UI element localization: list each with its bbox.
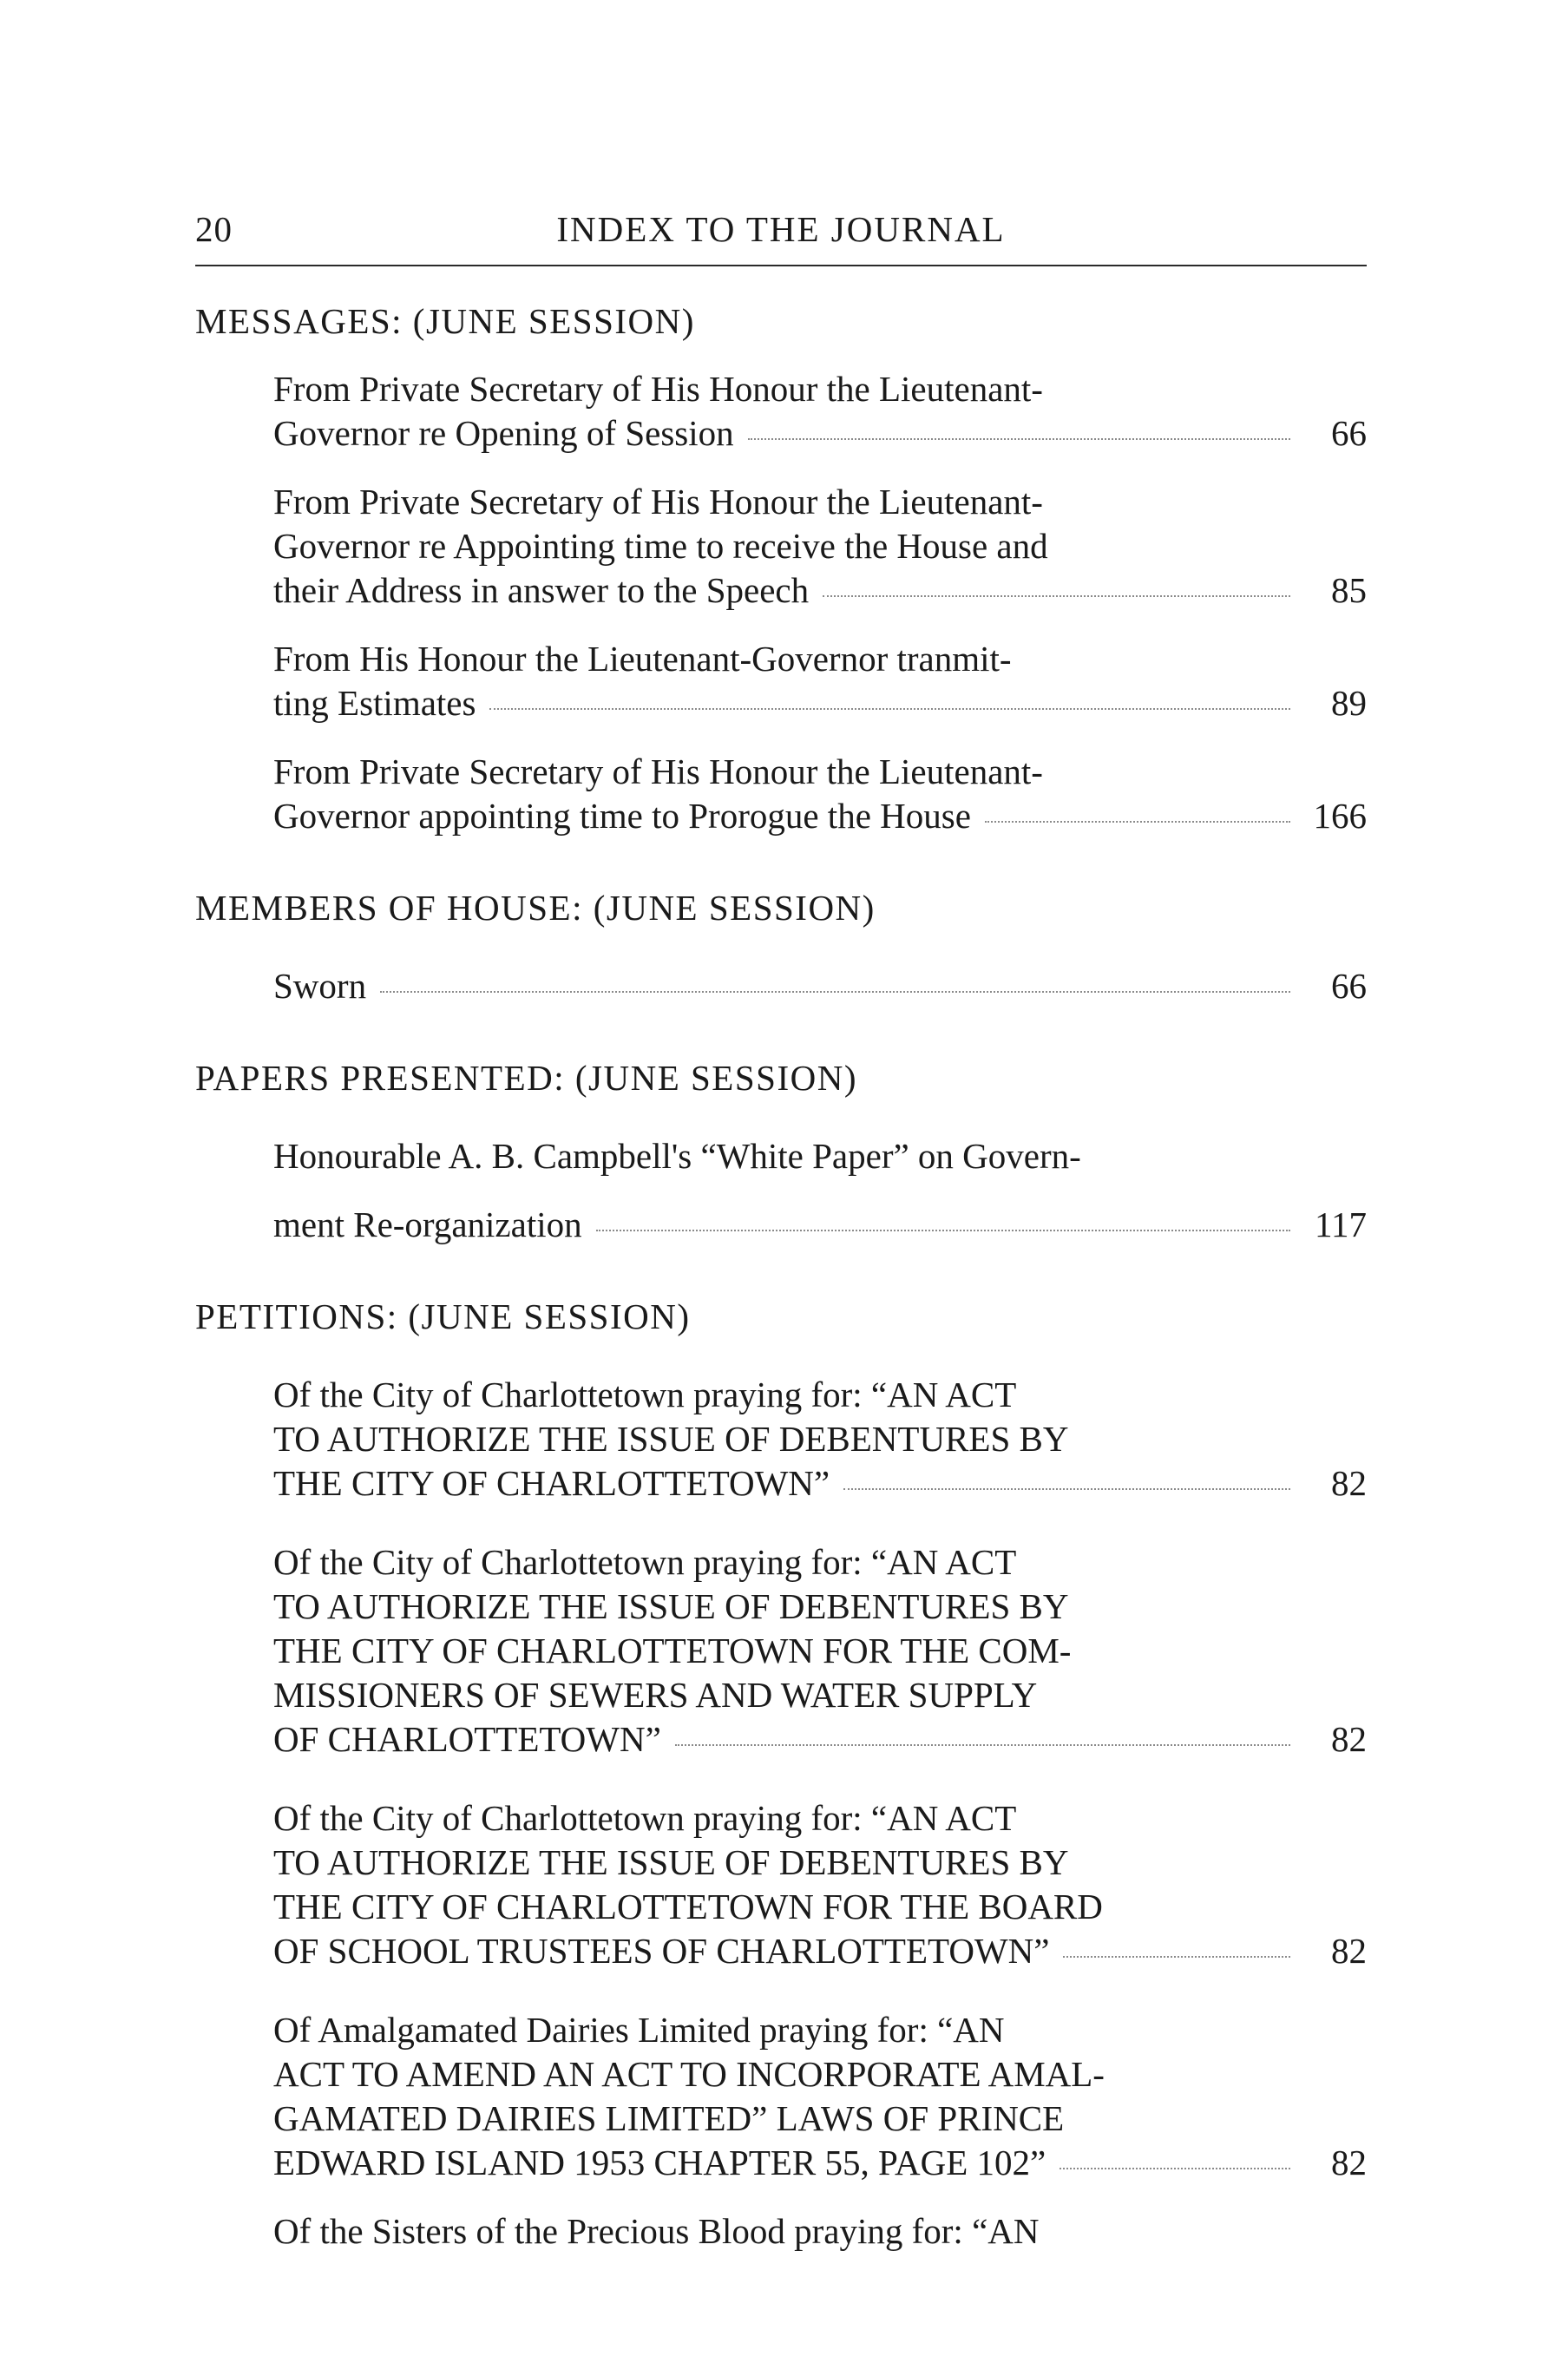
entry-line: THE CITY OF CHARLOTTETOWN FOR THE BOARD	[273, 1887, 1103, 1926]
page-reference: 82	[1331, 1931, 1367, 1971]
page-reference: 89	[1331, 683, 1367, 723]
dot-leader	[380, 991, 1290, 993]
dot-leader	[1063, 1956, 1290, 1958]
page-reference: 82	[1331, 1463, 1367, 1503]
index-entry	[273, 1373, 1445, 1506]
entry-last-line	[273, 1461, 1367, 1506]
entry-last-line	[273, 1929, 1367, 1973]
entry-line: Of the Sisters of the Precious Blood praying for: “AN	[273, 2211, 1040, 2251]
entry-line: From Private Secretary of His Honour the Lieutenant-	[273, 751, 1043, 791]
section-heading-messages: MESSAGES: (JUNE SESSION)	[195, 301, 695, 341]
entry-line: Of the City of Charlottetown praying for: “AN ACT	[273, 1542, 1017, 1582]
entry-last-text: ment Re-organization	[273, 1204, 582, 1244]
entry-last-text: Governor re Opening of Session	[273, 413, 734, 453]
page-reference: 66	[1331, 413, 1367, 453]
entry-last-line	[273, 568, 1367, 613]
dot-leader	[596, 1230, 1290, 1231]
dot-leader	[1060, 2168, 1290, 2169]
page-reference: 117	[1315, 1204, 1367, 1244]
page-reference: 166	[1313, 796, 1367, 836]
page-reference: 82	[1331, 1719, 1367, 1759]
index-entry	[273, 367, 1445, 456]
entry-last-text: Governor appointing time to Prorogue the House	[273, 796, 971, 836]
page-reference: 66	[1331, 966, 1367, 1006]
dot-leader	[748, 438, 1290, 440]
entry-last-line	[273, 1717, 1367, 1762]
entry-last-text: Sworn	[273, 966, 367, 1006]
entry-line: From His Honour the Lieutenant-Governor tranmit-	[273, 639, 1012, 679]
index-content	[195, 299, 1367, 2254]
section-heading-petitions: PETITIONS: (JUNE SESSION)	[195, 1296, 691, 1336]
entry-last-line	[273, 794, 1367, 838]
entry-line: MISSIONERS OF SEWERS AND WATER SUPPLY	[273, 1675, 1038, 1715]
dot-leader	[675, 1744, 1290, 1746]
entry-last-line	[273, 681, 1367, 725]
index-entry	[273, 964, 1445, 1008]
entry-last-text: THE CITY OF CHARLOTTETOWN”	[273, 1463, 830, 1503]
dot-leader	[985, 821, 1290, 823]
page-reference: 85	[1331, 570, 1367, 610]
entry-last-text: ting Estimates	[273, 683, 476, 723]
entry-line: From Private Secretary of His Honour the Lieutenant-	[273, 369, 1043, 409]
index-entry	[273, 750, 1445, 838]
entry-last-line	[273, 2141, 1367, 2185]
section-heading-members: MEMBERS OF HOUSE: (JUNE SESSION)	[195, 888, 876, 928]
entry-line: TO AUTHORIZE THE ISSUE OF DEBENTURES BY	[273, 1842, 1069, 1882]
entry-last-text: EDWARD ISLAND 1953 CHAPTER 55, PAGE 102”	[273, 2143, 1046, 2182]
entry-line: Governor re Appointing time to receive the House and	[273, 526, 1048, 566]
entry-last-text: OF SCHOOL TRUSTEES OF CHARLOTTETOWN”	[273, 1931, 1050, 1971]
page-number: 20	[195, 209, 233, 249]
index-entry	[273, 1796, 1445, 1973]
index-entry	[273, 1540, 1445, 1762]
running-title: INDEX TO THE JOURNAL	[556, 209, 1006, 249]
entry-last-line	[273, 964, 1367, 1008]
entry-last-line	[273, 411, 1367, 456]
entry-line: THE CITY OF CHARLOTTETOWN FOR THE COM-	[273, 1631, 1072, 1670]
entry-line: TO AUTHORIZE THE ISSUE OF DEBENTURES BY	[273, 1586, 1069, 1626]
header-rule	[195, 265, 1367, 266]
entry-line: ACT TO AMEND AN ACT TO INCORPORATE AMAL-	[273, 2054, 1105, 2094]
entry-line: Of the City of Charlottetown praying for: “AN ACT	[273, 1798, 1017, 1838]
dot-leader	[489, 708, 1290, 710]
entry-line: TO AUTHORIZE THE ISSUE OF DEBENTURES BY	[273, 1419, 1069, 1459]
section-heading-papers: PAPERS PRESENTED: (JUNE SESSION)	[195, 1058, 857, 1098]
index-entry	[273, 2008, 1445, 2185]
entry-line: From Private Secretary of His Honour the Lieutenant-	[273, 482, 1043, 522]
entry-last-text: their Address in answer to the Speech	[273, 570, 810, 610]
page-header	[195, 208, 1367, 269]
index-entry	[273, 1134, 1445, 1247]
entry-last-text: OF CHARLOTTETOWN”	[273, 1719, 661, 1759]
entry-line: GAMATED DAIRIES LIMITED” LAWS OF PRINCE	[273, 2098, 1065, 2138]
entry-line: Of Amalgamated Dairies Limited praying for: “AN	[273, 2010, 1005, 2050]
dot-leader	[843, 1488, 1290, 1490]
index-entry	[273, 2209, 1445, 2254]
entry-last-line	[273, 1203, 1367, 1247]
entry-line: Honourable A. B. Campbell's “White Paper” on Govern-	[273, 1136, 1081, 1176]
index-entry	[273, 480, 1445, 613]
dot-leader	[823, 595, 1290, 597]
page-reference: 82	[1331, 2143, 1367, 2182]
index-entry	[273, 637, 1445, 725]
entry-line: Of the City of Charlottetown praying for: “AN ACT	[273, 1375, 1017, 1414]
